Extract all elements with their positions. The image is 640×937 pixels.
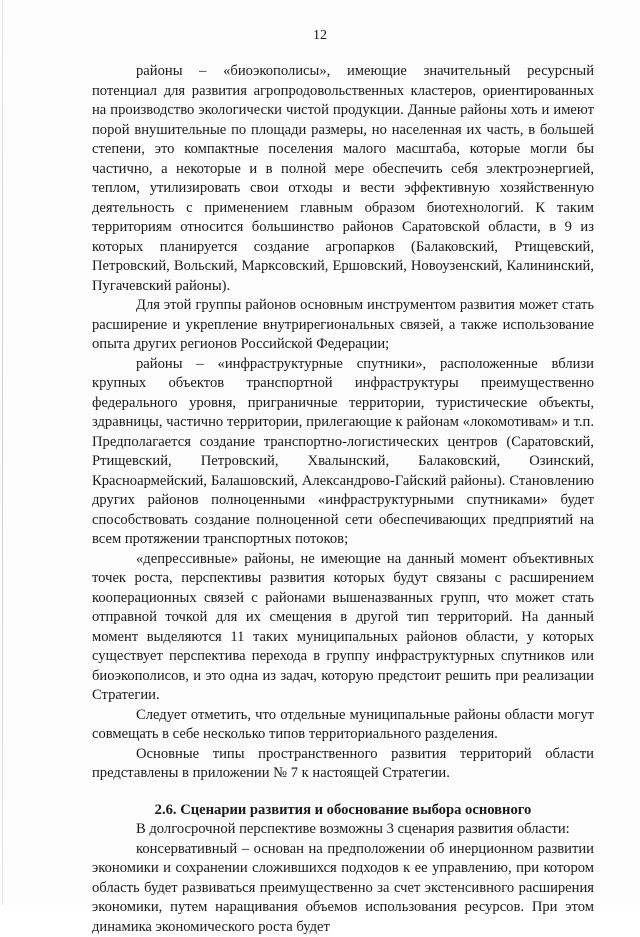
paragraph-depressive-districts: «депрессивные» районы, не имеющие на данный момент объективных точек роста, перспективы развития которых будут связаны с расширением кооперационных связей с районами вышеназванных групп, что может стать отправной точкой для их смещения в другой тип территорий. На данный момент выделяются 11 таких муниципальных районов области, у которых существует перспектива перехода в группу инфраструктурных спутников или биоэкополисов, и это одна из задач, которую предстоит решить при реализации Стратегии. [92,550,594,706]
paragraph-scenarios-intro: В долгосрочной перспективе возможны 3 сценария развития области: [92,820,594,840]
paragraph-group-instrument: Для этой группы районов основным инструментом развития может стать расширение и укрепление внутрирегиональных связей, а также использование опыта других регионов Российской Федерации; [92,296,594,355]
paragraph-infrastructure-satellites: районы – «инфраструктурные спутники», расположенные вблизи крупных объектов транспортной инфраструктуры преимущественно федерального уровня, приграничные территории, туристические объекты, здравницы, частично территории, прилегающие к районам «локомотивам» и т.п. Предполагается создание транспортно-логистических центров (Саратовский, Ртищевский, Петровский, Хвалынский, Балаковский, Озинский, Красноармейский, Балашовский, Александрово-Гайский районы). Становлению других районов полноценными «инфраструктурными спутниками» будет способствовать создание полноценной сети обеспечивающих предприятий на всем протяжении транспортных потоков; [92,355,594,550]
scan-edge [2,0,3,905]
paragraph-appendix-reference: Основные типы пространственного развития территорий области представлены в приложении № 7 к настоящей Стратегии. [92,745,594,784]
section-heading: 2.6. Сценарии развития и обоснование выбора основного [92,801,594,821]
paragraph-conservative-scenario: консервативный – основан на предположении об инерционном развитии экономики и сохранении сложившихся подходов к ее управлению, при котором область будет развиваться преимущественно за счет экстенсивного расширения экономики, путем наращивания объемов использования ресурсов. При этом динамика экономического роста будет [92,840,594,937]
paragraph-combined-types: Следует отметить, что отдельные муниципальные районы области могут совмещать в себе несколько типов территориального разделения. [92,706,594,745]
paragraph-bioecopolis: районы – «биоэкополисы», имеющие значительный ресурсный потенциал для развития агропродовольственных кластеров, ориентированных на производство экологически чистой продукции. Данные районы хоть и имеют порой внушительные по площади размеры, но населенная их часть, в большей степени, это компактные поселения малого масштаба, которые могли бы частично, а некоторые и в полной мере обеспечить себя электроэнергией, теплом, утилизировать свои отходы и вести эффективную хозяйственную деятельность с применением главным образом биотехнологий. К таким территориям относится большинство районов Саратовской области, в 9 из которых планируется создание агропарков (Балаковский, Ртищевский, Петровский, Вольский, Марксовский, Ершовский, Новоузенский, Калининский, Пугачевский районы). [92,62,594,296]
page-content [92,62,594,937]
page-number: 12 [0,28,640,44]
